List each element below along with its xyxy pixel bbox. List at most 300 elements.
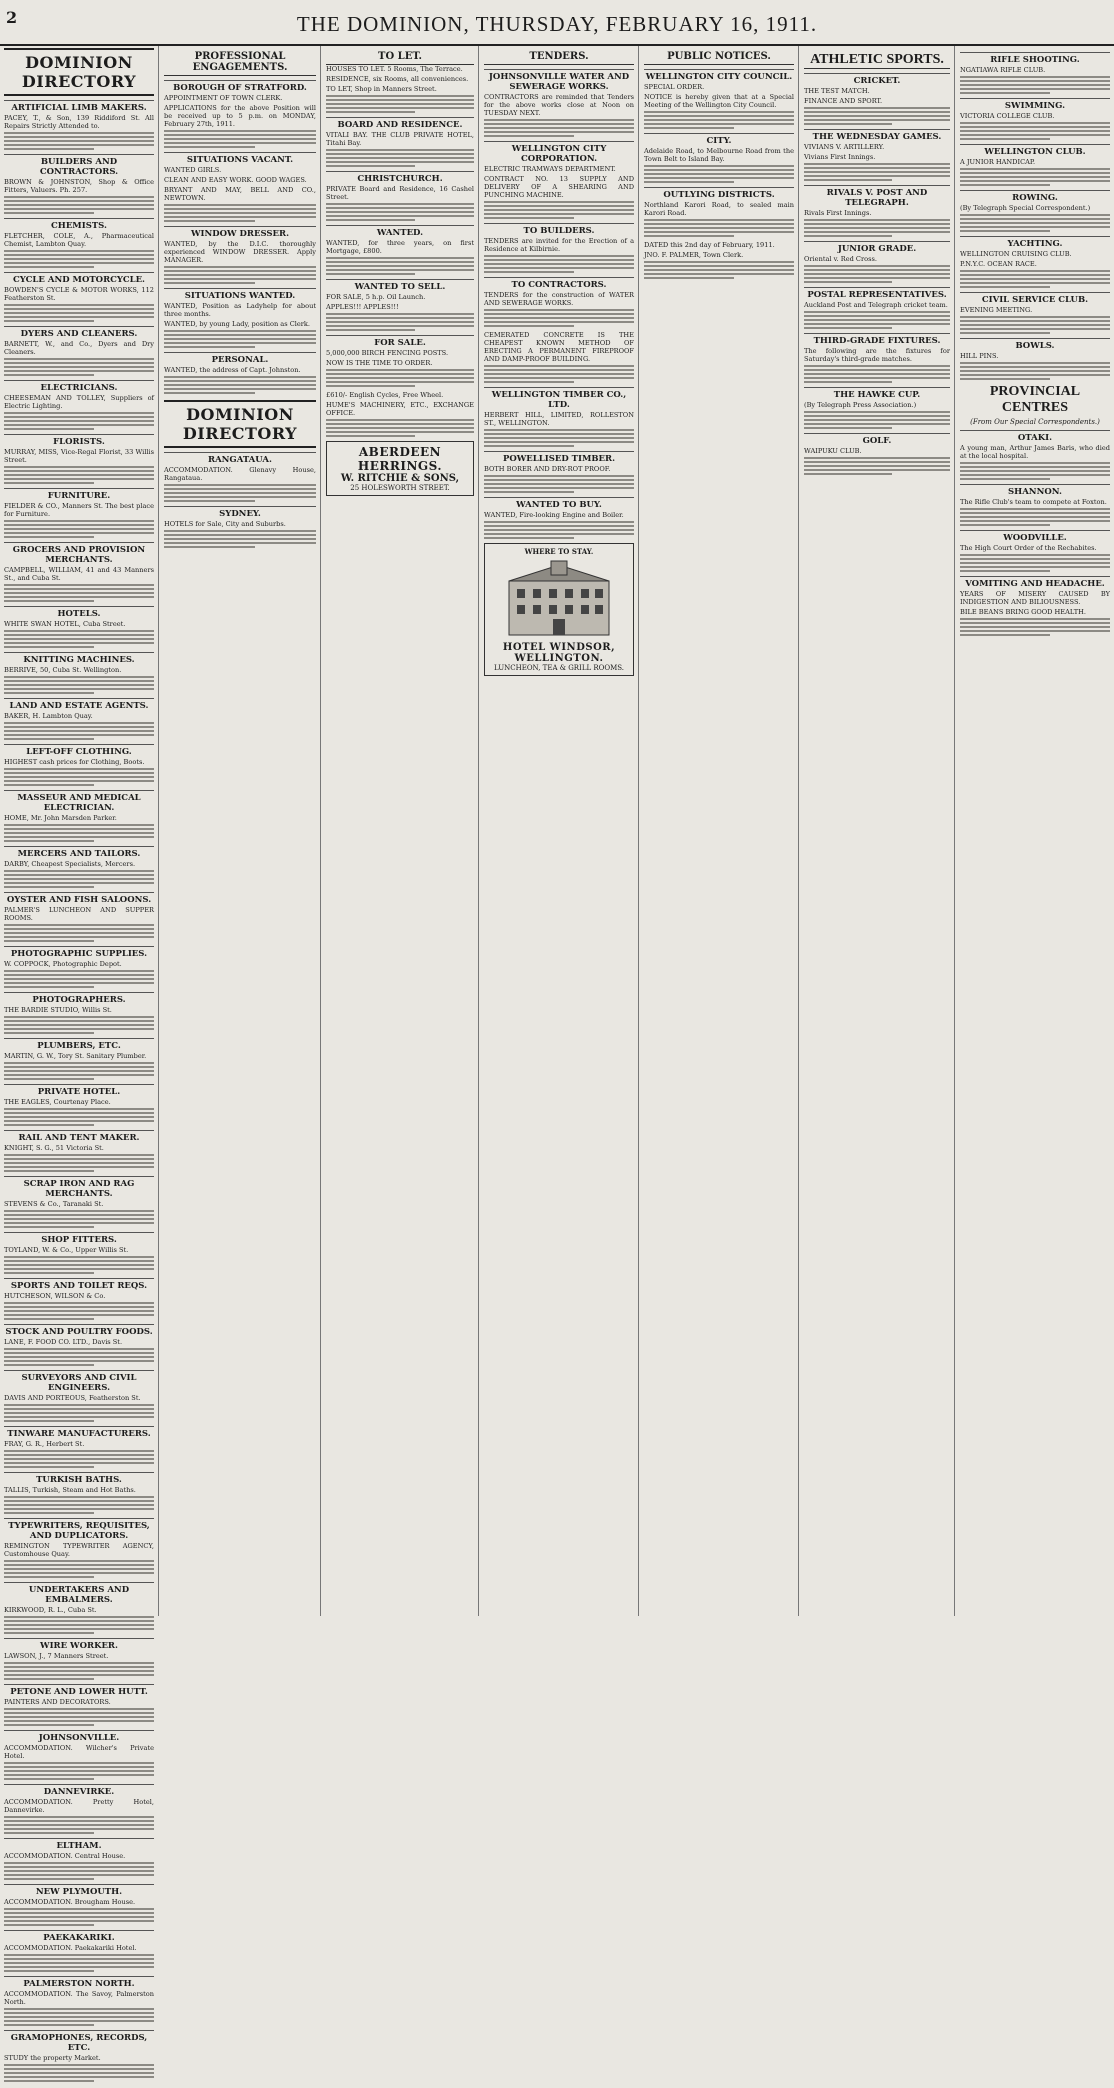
small-print-block: [4, 2064, 154, 2082]
small-print-line: [4, 136, 154, 138]
small-print-line: [326, 261, 474, 263]
small-print-line: [484, 201, 634, 203]
small-print-line: [960, 512, 1110, 514]
small-print-line: [4, 768, 154, 770]
listing-entry: The High Court Order of the Rechabites.: [960, 544, 1097, 552]
small-print-line: [960, 92, 1050, 94]
small-print-line: [326, 107, 474, 109]
listing-entry: THE EAGLES, Courtenay Place.: [4, 1098, 111, 1106]
small-print-block: [4, 768, 154, 786]
small-print-line: [484, 525, 634, 527]
listing-entry: CONTRACT NO. 13 SUPPLY AND DELIVERY OF A SHEARING AND PUNCHING MACHINE.: [484, 175, 634, 199]
listing-entry: The following are the fixtures for Saturday's third-grade matches.: [804, 347, 950, 363]
small-print-line: [164, 134, 316, 136]
small-print-block: [960, 618, 1110, 636]
small-print-line: [484, 131, 634, 133]
small-print-line: [4, 886, 94, 888]
section-heading: ROWING.: [960, 190, 1110, 203]
hotel-note: LUNCHEON, TEA & GRILL ROOMS.: [493, 664, 625, 672]
section-heading: RIVALS V. POST AND TELEGRAPH.: [804, 185, 950, 208]
small-print-line: [4, 316, 154, 318]
listing-entry: REMINGTON TYPEWRITER AGENCY, Customhouse Quay.: [4, 1542, 154, 1558]
small-print-line: [326, 273, 415, 275]
small-print-line: [4, 1404, 154, 1406]
small-print-line: [4, 680, 154, 682]
small-print-block: [4, 1062, 154, 1080]
small-print-line: [4, 366, 154, 368]
small-print-line: [804, 415, 950, 417]
small-print-line: [960, 130, 1110, 132]
small-print-line: [484, 123, 634, 125]
column-to-let: [322, 46, 479, 1616]
small-print-line: [804, 123, 892, 125]
small-print-line: [484, 313, 634, 315]
small-print-line: [4, 2064, 154, 2066]
small-print-line: [804, 315, 950, 317]
section-heading: DYERS AND CLEANERS.: [4, 326, 154, 339]
small-print-line: [960, 88, 1110, 90]
small-print-line: [960, 214, 1110, 216]
small-print-line: [164, 346, 255, 348]
small-print-line: [4, 1170, 94, 1172]
small-print-block: [4, 2008, 154, 2026]
small-print-line: [4, 1450, 154, 1452]
small-print-line: [4, 266, 94, 268]
masthead: [0, 0, 1114, 46]
small-print-line: [326, 211, 474, 213]
small-print-line: [960, 370, 1110, 372]
small-print-block: [4, 1108, 154, 1126]
small-print-block: [804, 219, 950, 237]
small-print-line: [4, 1466, 94, 1468]
section-heading: WINDOW DRESSER.: [164, 226, 316, 239]
section-heading: FOR SALE.: [326, 335, 474, 348]
small-print-line: [960, 320, 1110, 322]
small-print-line: [484, 263, 634, 265]
small-print-line: [326, 321, 474, 323]
small-print-line: [4, 1678, 94, 1680]
small-print-line: [4, 1120, 154, 1122]
listing-entry: ACCOMMODATION. Wilcher's Private Hotel.: [4, 1744, 154, 1760]
small-print-line: [960, 470, 1110, 472]
small-print-line: [4, 1124, 94, 1126]
section-heading: PETONE AND LOWER HUTT.: [4, 1684, 154, 1697]
section-heading: WOODVILLE.: [960, 530, 1110, 543]
small-print-line: [4, 1828, 154, 1830]
small-print-line: [4, 824, 154, 826]
to-let-sections: [326, 65, 474, 437]
small-print-line: [4, 308, 154, 310]
small-print-block: [4, 1256, 154, 1274]
small-print-line: [164, 546, 255, 548]
small-print-line: [644, 261, 794, 263]
small-print-block: [644, 219, 794, 237]
small-print-line: [804, 327, 892, 329]
listing-entry: (By Telegraph Special Correspondent.): [960, 204, 1091, 212]
section-heading: TURKISH BATHS.: [4, 1472, 154, 1485]
small-print-line: [4, 836, 154, 838]
professional-sections: [164, 80, 316, 394]
section-heading: PAEKAKARIKI.: [4, 1930, 154, 1943]
listing-entry: WANTED, Position as Ladyhelp for about three months.: [164, 302, 316, 318]
small-print-line: [484, 321, 634, 323]
small-print-block: [960, 362, 1110, 380]
small-print-line: [4, 688, 154, 690]
section-heading: OYSTER AND FISH SALOONS.: [4, 892, 154, 905]
small-print-line: [4, 1908, 154, 1910]
small-print-line: [804, 269, 950, 271]
column-athletic-sports: [800, 46, 955, 1616]
small-print-line: [960, 138, 1050, 140]
listing-entry: Auckland Post and Telegraph cricket team.: [804, 301, 948, 309]
small-print-block: [4, 1496, 154, 1514]
small-print-line: [164, 534, 316, 536]
small-print-block: [164, 266, 316, 284]
small-print-line: [804, 311, 950, 313]
small-print-line: [804, 219, 950, 221]
small-print-line: [804, 223, 950, 225]
section-heading: STOCK AND POULTRY FOODS.: [4, 1324, 154, 1337]
small-print-line: [4, 1108, 154, 1110]
small-print-line: [164, 376, 316, 378]
small-print-line: [4, 416, 154, 418]
section-heading: BOWLS.: [960, 338, 1110, 351]
small-print-line: [4, 478, 154, 480]
small-print-line: [484, 127, 634, 129]
small-print-line: [4, 840, 94, 842]
small-print-line: [4, 974, 154, 976]
small-print-line: [4, 2008, 154, 2010]
small-print-line: [4, 738, 94, 740]
small-print-line: [484, 529, 634, 531]
small-print-line: [4, 1454, 154, 1456]
small-print-line: [960, 562, 1110, 564]
small-print-block: [4, 1816, 154, 1834]
section-heading: KNITTING MACHINES.: [4, 652, 154, 665]
small-print-line: [326, 423, 474, 425]
small-print-line: [4, 1954, 154, 1956]
small-print-line: [4, 1878, 94, 1880]
small-print-line: [4, 1862, 154, 1864]
listing-entry: Northland Karori Road, to sealed main Karori Road.: [644, 201, 794, 217]
small-print-line: [4, 1070, 154, 1072]
listing-entry: (By Telegraph Press Association.): [804, 401, 917, 409]
small-print-line: [164, 212, 316, 214]
section-heading: MERCERS AND TAILORS.: [4, 846, 154, 859]
small-print-line: [804, 175, 950, 177]
small-print-line: [164, 278, 316, 280]
small-print-block: [164, 330, 316, 348]
small-print-block: [484, 119, 634, 137]
small-print-block: [644, 261, 794, 279]
small-print-line: [4, 1302, 154, 1304]
small-print-line: [4, 2024, 94, 2026]
small-print-line: [4, 2072, 154, 2074]
small-print-line: [4, 1264, 154, 1266]
hotel-name: HOTEL WINDSOR, WELLINGTON.: [502, 642, 616, 664]
small-print-line: [4, 1504, 154, 1506]
small-print-line: [804, 465, 950, 467]
listing-entry: HILL PINS.: [960, 352, 999, 360]
section-heading: ARTIFICIAL LIMB MAKERS.: [4, 100, 154, 113]
listing-entry: WHITE SWAN HOTEL, Cuba Street.: [4, 620, 126, 628]
small-print-line: [484, 205, 634, 207]
listing-entry: FLETCHER, COLE, A., Pharmaceutical Chemist, Lambton Quay.: [4, 232, 154, 248]
listing-entry: ACCOMMODATION. Glenavy House, Rangataua.: [164, 466, 316, 482]
section-heading: LEFT-OFF CLOTHING.: [4, 744, 154, 757]
small-print-line: [4, 1500, 154, 1502]
section-heading: CYCLE AND MOTORCYCLE.: [4, 272, 154, 285]
listing-entry: EVENING MEETING.: [960, 306, 1033, 314]
small-print-line: [326, 377, 474, 379]
small-print-line: [326, 317, 474, 319]
small-print-line: [4, 1766, 154, 1768]
section-heading: CRICKET.: [804, 73, 950, 86]
small-print-block: [960, 76, 1110, 94]
tenders-sections: [484, 69, 634, 539]
listing-entry: NOW IS THE TIME TO ORDER.: [326, 359, 433, 367]
listing-entry: DATED this 2nd day of February, 1911.: [644, 241, 775, 249]
small-print-block: [960, 168, 1110, 186]
section-heading: HOTELS.: [4, 606, 154, 619]
small-print-line: [4, 986, 94, 988]
small-print-line: [644, 123, 794, 125]
section-heading: THE HAWKE CUP.: [804, 387, 950, 400]
small-print-line: [804, 119, 950, 121]
small-print-block: [4, 630, 154, 648]
small-print-line: [644, 235, 734, 237]
small-print-line: [164, 542, 316, 544]
small-print-line: [804, 423, 950, 425]
small-print-line: [4, 1024, 154, 1026]
small-print-block: [164, 530, 316, 548]
listing-entry: The Rifle Club's team to compete at Foxton.: [960, 498, 1107, 506]
small-print-line: [4, 312, 154, 314]
small-print-line: [326, 325, 474, 327]
small-print-line: [4, 1816, 154, 1818]
column-sport-provincial: [956, 46, 1114, 1616]
small-print-line: [164, 388, 316, 390]
listing-entry: £610/- English Cycles, Free Wheel.: [326, 391, 444, 399]
small-print-line: [960, 172, 1110, 174]
small-print-line: [326, 95, 474, 97]
newspaper-title: THE DOMINION, THURSDAY, FEBRUARY 16, 1911.: [296, 12, 818, 36]
small-print-line: [804, 107, 950, 109]
listing-entry: FIELDER & CO., Manners St. The best place for Furniture.: [4, 502, 154, 518]
listing-entry: WANTED GIRLS.: [164, 166, 222, 174]
small-print-line: [644, 265, 794, 267]
small-print-line: [4, 932, 154, 934]
small-print-block: [484, 309, 634, 327]
small-print-line: [4, 132, 154, 134]
small-print-line: [326, 157, 474, 159]
small-print-line: [960, 126, 1110, 128]
small-print-line: [644, 127, 734, 129]
small-print-line: [960, 474, 1110, 476]
small-print-line: [164, 338, 316, 340]
small-print-line: [4, 722, 154, 724]
small-print-line: [484, 259, 634, 261]
listing-entry: 5,000,000 BIRCH FENCING POSTS.: [326, 349, 449, 357]
small-print-line: [4, 1970, 94, 1972]
small-print-block: [326, 313, 474, 331]
small-print-block: [4, 250, 154, 268]
small-print-line: [164, 334, 316, 336]
section-heading: VOMITING AND HEADACHE.: [960, 576, 1110, 589]
small-print-line: [4, 2012, 154, 2014]
small-print-line: [4, 1920, 154, 1922]
small-print-line: [4, 928, 154, 930]
small-print-block: [4, 870, 154, 888]
small-print-line: [4, 638, 154, 640]
small-print-line: [484, 533, 634, 535]
small-print-line: [4, 1462, 154, 1464]
small-print-line: [4, 536, 94, 538]
listing-entry: YEARS OF MISERY CAUSED BY INDIGESTION AND BILIOUSNESS.: [960, 590, 1110, 606]
section-heading: GOLF.: [804, 433, 950, 446]
small-print-line: [4, 1408, 154, 1410]
small-print-block: [804, 265, 950, 283]
small-print-line: [164, 500, 255, 502]
small-print-line: [326, 435, 415, 437]
small-print-line: [960, 286, 1050, 288]
small-print-line: [4, 1210, 154, 1212]
small-print-line: [804, 111, 950, 113]
small-print-line: [4, 1924, 94, 1926]
listing-entry: HERBERT HILL, LIMITED, ROLLESTON ST., WELLINGTON.: [484, 411, 634, 427]
small-print-line: [4, 1958, 154, 1960]
small-print-line: [484, 445, 574, 447]
section-heading: ELECTRICIANS.: [4, 380, 154, 393]
listing-entry: MURRAY, MISS, Vice-Regal Florist, 33 Willis Street.: [4, 448, 154, 464]
small-print-block: [4, 1154, 154, 1172]
small-print-line: [4, 304, 154, 306]
small-print-line: [960, 478, 1050, 480]
listing-entry: VICTORIA COLLEGE CLUB.: [960, 112, 1055, 120]
small-print-block: [484, 255, 634, 273]
section-heading: SURVEYORS AND CIVIL ENGINEERS.: [4, 1370, 154, 1393]
small-print-line: [4, 1624, 154, 1626]
listing-entry: STEVENS & Co., Taranaki St.: [4, 1200, 104, 1208]
column-public-notices: [640, 46, 799, 1616]
small-print-line: [960, 374, 1110, 376]
listing-entry: CAMPBELL, WILLIAM, 41 and 43 Manners St., and Cuba St.: [4, 566, 154, 582]
listing-entry: TO LET, Shop in Manners Street.: [326, 85, 437, 93]
small-print-line: [484, 325, 574, 327]
small-print-line: [484, 373, 634, 375]
small-print-line: [4, 734, 154, 736]
listing-entry: BOWDEN'S CYCLE & MOTOR WORKS, 112 Featherston St.: [4, 286, 154, 302]
small-print-line: [4, 524, 154, 526]
small-print-line: [4, 1218, 154, 1220]
section-heading: WELLINGTON CITY COUNCIL.: [644, 69, 794, 82]
small-print-line: [4, 1564, 154, 1566]
small-print-block: [4, 924, 154, 942]
small-print-line: [644, 227, 794, 229]
section-heading: SWIMMING.: [960, 98, 1110, 111]
hotel-advert: [484, 543, 634, 676]
listing-entry: HIGHEST cash prices for Clothing, Boots.: [4, 758, 145, 766]
small-print-line: [960, 176, 1110, 178]
small-print-line: [4, 1560, 154, 1562]
small-print-line: [960, 218, 1110, 220]
small-print-line: [4, 870, 154, 872]
small-print-line: [4, 978, 154, 980]
listing-entry: ACCOMMODATION. Central House.: [4, 1852, 126, 1860]
small-print-line: [804, 281, 892, 283]
small-print-line: [164, 130, 316, 132]
listing-entry: BARNETT, W., and Co., Dyers and Dry Cleaners.: [4, 340, 154, 356]
small-print-block: [4, 722, 154, 740]
small-print-line: [4, 1874, 154, 1876]
section-heading: RAIL AND TENT MAKER.: [4, 1130, 154, 1143]
small-print-line: [644, 173, 794, 175]
small-print-line: [644, 165, 794, 167]
listing-entry: HUME'S MACHINERY, ETC., EXCHANGE OFFICE.: [326, 401, 474, 417]
small-print-line: [4, 200, 154, 202]
small-print-block: [960, 316, 1110, 334]
small-print-line: [164, 488, 316, 490]
small-print-line: [326, 381, 474, 383]
small-print-line: [4, 1222, 154, 1224]
small-print-line: [960, 282, 1110, 284]
small-print-line: [4, 466, 154, 468]
small-print-line: [164, 146, 255, 148]
small-print-line: [4, 1356, 154, 1358]
small-print-line: [4, 250, 154, 252]
section-heading: PERSONAL.: [164, 352, 316, 365]
listing-entry: VIVIANS V. ARTILLERY.: [804, 143, 885, 151]
small-print-line: [4, 1832, 94, 1834]
section-heading: BOARD AND RESIDENCE.: [326, 117, 474, 130]
small-print-line: [484, 119, 634, 121]
small-print-line: [484, 209, 634, 211]
small-print-line: [4, 588, 154, 590]
small-print-line: [326, 329, 415, 331]
small-print-line: [960, 508, 1110, 510]
small-print-line: [4, 874, 154, 876]
small-print-block: [4, 1708, 154, 1726]
small-print-line: [960, 520, 1110, 522]
listing-entry: HOME, Mr. John Marsden Parker.: [4, 814, 117, 822]
small-print-line: [484, 437, 634, 439]
listing-entry: APPLES!!! APPLES!!!: [326, 303, 399, 311]
small-print-line: [4, 1662, 154, 1664]
small-print-line: [326, 431, 474, 433]
small-print-line: [326, 385, 415, 387]
listing-entry: FRAY, G. R., Herbert St.: [4, 1440, 85, 1448]
small-print-line: [4, 358, 154, 360]
provincial-sections: [960, 430, 1110, 636]
small-print-line: [960, 378, 1050, 380]
listing-entry: BOTH BORER AND DRY-ROT PROOF.: [484, 465, 611, 473]
small-print-block: [960, 508, 1110, 526]
listing-entry: CHEESEMAN AND TOLLEY, Suppliers of Electric Lighting.: [4, 394, 154, 410]
section-heading: SITUATIONS VACANT.: [164, 152, 316, 165]
listing-entry: ELECTRIC TRAMWAYS DEPARTMENT.: [484, 165, 616, 173]
hotel-building-illustration: [488, 559, 630, 637]
small-print-line: [804, 115, 950, 117]
small-print-line: [960, 618, 1110, 620]
small-print-line: [4, 1272, 94, 1274]
small-print-block: [4, 824, 154, 842]
small-print-block: [4, 1348, 154, 1366]
section-heading: OTAKI.: [960, 430, 1110, 443]
small-print-line: [4, 1632, 94, 1634]
small-print-line: [4, 684, 154, 686]
section-heading: GRAMOPHONES, RECORDS, ETC.: [4, 2030, 154, 2053]
listing-entry: PALMER'S LUNCHEON AND SUPPER ROOMS.: [4, 906, 154, 922]
